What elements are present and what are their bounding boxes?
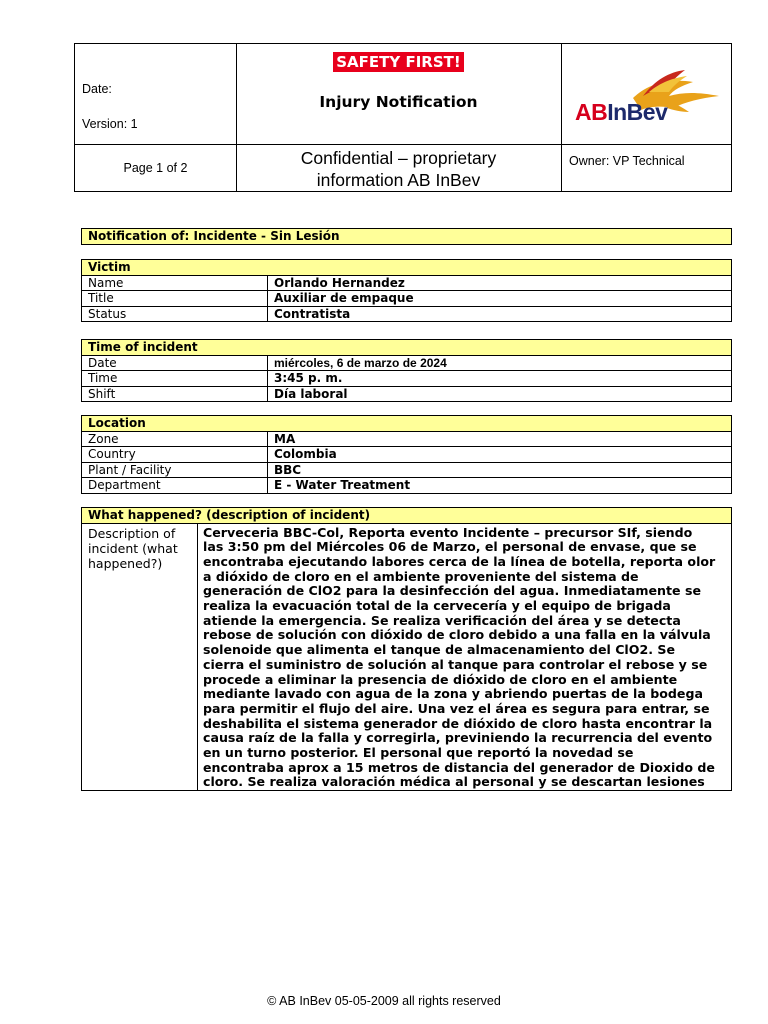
location-section xyxy=(81,415,732,494)
time-row-date: Date miércoles, 6 de marzo de 2024 xyxy=(82,356,732,372)
logo-inbev: InBev xyxy=(607,99,668,125)
time-row-shift: Shift Día laboral xyxy=(82,387,732,403)
victim-heading: Victim xyxy=(82,260,732,275)
confidential-notice xyxy=(236,147,561,191)
location-zone: MA xyxy=(268,432,732,447)
victim-row-title: Title Auxiliar de empaque xyxy=(82,291,732,307)
time-section xyxy=(81,339,732,402)
location-plant: BBC xyxy=(268,463,732,478)
victim-title: Auxiliar de empaque xyxy=(268,291,732,306)
victim-section xyxy=(81,259,732,322)
incident-date: miércoles, 6 de marzo de 2024 xyxy=(268,356,732,371)
page-number: Page 1 of 2 xyxy=(123,161,188,175)
time-row-time: Time 3:45 p. m. xyxy=(82,371,732,387)
what-happened-heading: What happened? (description of incident) xyxy=(82,508,732,523)
location-country: Colombia xyxy=(268,447,732,462)
location-heading: Location xyxy=(82,416,732,431)
date-label: Date: xyxy=(82,82,112,96)
confidential-line-2: information AB InBev xyxy=(316,170,481,190)
description-label: Description of incident (what happened?) xyxy=(82,524,198,791)
owner-label: Owner: VP Technical xyxy=(569,154,685,168)
confidential-line-1: Confidential – proprietary xyxy=(300,148,497,168)
notification-section xyxy=(81,228,732,245)
location-row-zone: Zone MA xyxy=(82,432,732,448)
header-table xyxy=(74,43,732,192)
victim-status: Contratista xyxy=(268,307,732,322)
time-heading: Time of incident xyxy=(82,340,732,355)
location-department: E - Water Treatment xyxy=(268,478,732,493)
abinbev-logo xyxy=(573,66,723,136)
description-row xyxy=(82,524,732,792)
location-row-country: Country Colombia xyxy=(82,447,732,463)
description-text: Cerveceria BBC-Col, Reporta evento Incidente – precursor SIf, siendo las 3:50 pm del Miércoles 06 de Marzo, el personal de envase, que se encontraba ejecutando labores cerca de la línea de botella, reporta olor a dióxido de cloro en el ambiente proveniente del sistema de generación de ClO2 para la desinfección del agua. Inmediatamente se realiza la evacuación total de la cervecería y el equipo de brigada atiende la emergencia. Se realiza verificación del área y se detecta rebose de solución con dióxido de cloro debido a una falla en la válvula solenoide que alimenta el tanque de almacenamiento del ClO2. Se cierra el suministro de solución al tanque para controlar el rebose y se procede a eliminar la presencia de dióxido de cloro en el ambiente mediante lavado con agua de la zona y abriendo puertas de la bodega para permitir el flujo del aire. Una vez el área es segura para entrar, se deshabilita el sistema generador de dióxido de cloro hasta encontrar la causa raíz de la falla y corregirla, previniendo la recurrencia del evento en un turno posterior. El personal que reportó la novedad se encontraba aprox a 15 metros de distancia del generador de Dioxido de cloro. Se realiza valoración médica al personal y se descartan lesiones xyxy=(198,524,732,791)
location-row-plant: Plant / Facility BBC xyxy=(82,463,732,479)
victim-name: Orlando Hernandez xyxy=(268,276,732,291)
incident-shift: Día laboral xyxy=(268,387,732,402)
what-happened-section xyxy=(81,507,732,791)
document-title: Injury Notification xyxy=(319,93,478,111)
safety-first-banner: SAFETY FIRST! xyxy=(333,52,463,72)
incident-time: 3:45 p. m. xyxy=(268,371,732,386)
victim-row-status: Status Contratista xyxy=(82,307,732,323)
copyright-footer: © AB InBev 05-05-2009 all rights reserved xyxy=(267,994,501,1008)
logo-ab: AB xyxy=(575,99,608,125)
version-label: Version: 1 xyxy=(82,117,138,131)
location-row-department: Department E - Water Treatment xyxy=(82,478,732,494)
victim-row-name: Name Orlando Hernandez xyxy=(82,276,732,292)
notification-type: Notification of: Incidente - Sin Lesión xyxy=(82,229,732,244)
